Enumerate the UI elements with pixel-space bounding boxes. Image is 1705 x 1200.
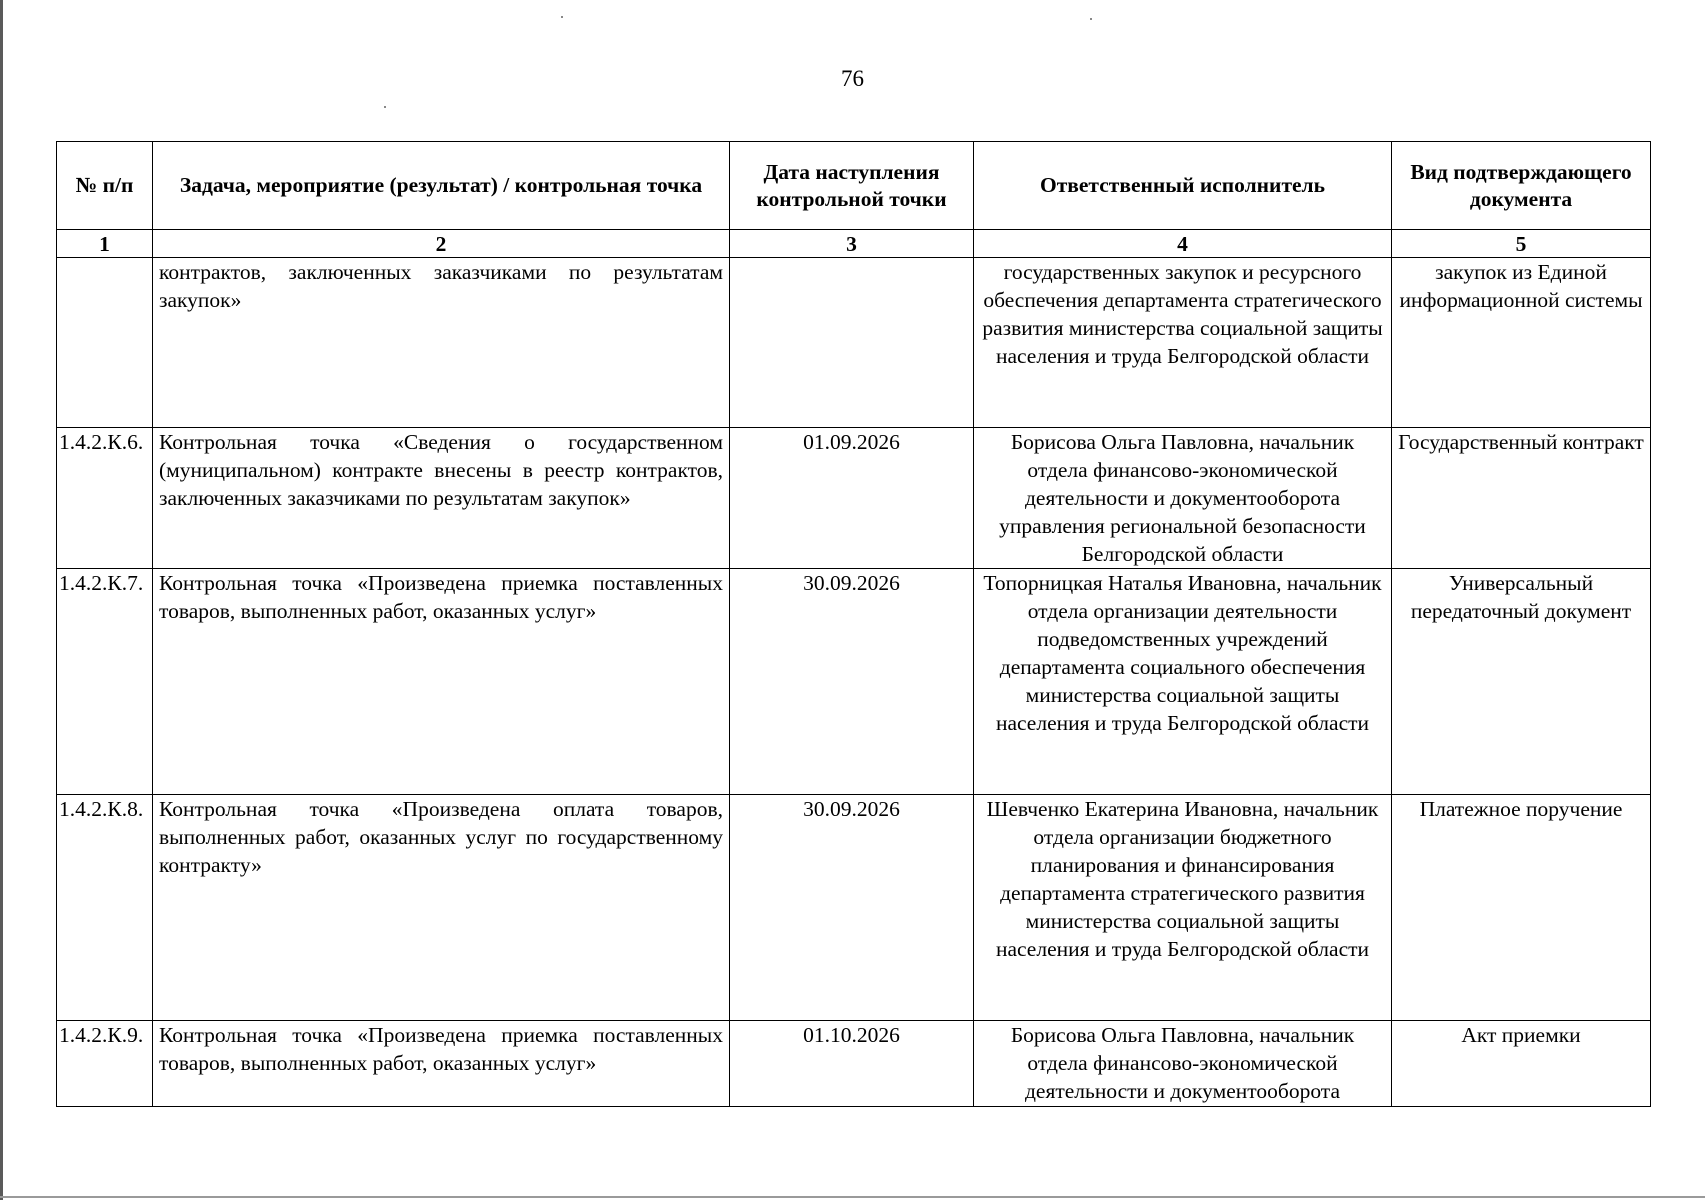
row-date xyxy=(730,258,974,428)
header-number: № п/п xyxy=(57,142,153,230)
row-task: Контрольная точка «Произведена оплата товаров, выполненных работ, оказанных услуг по государственному контракту» xyxy=(153,795,730,1021)
row-responsible: Борисова Ольга Павловна, начальник отдела финансово-экономической деятельности и документооборота управления региональной безопасности Белгородской области xyxy=(974,428,1392,569)
row-task: Контрольная точка «Сведения о государственном (муниципальном) контракте внесены в реестр контрактов, заключенных заказчиками по результатам закупок» xyxy=(153,428,730,569)
row-task: Контрольная точка «Произведена приемка поставленных товаров, выполненных работ, оказанных услуг» xyxy=(153,569,730,795)
scan-left-edge xyxy=(0,0,3,1200)
table-row xyxy=(57,258,1651,428)
row-task: Контрольная точка «Произведена приемка поставленных товаров, выполненных работ, оказанных услуг» xyxy=(153,1021,730,1107)
row-responsible: Топорницкая Наталья Ивановна, начальник отдела организации деятельности подведомственных учреждений департамента социального обеспечения министерства социальной защиты населения и труда Белгородской области xyxy=(974,569,1392,795)
row-number: 1.4.2.К.8. xyxy=(57,795,153,1021)
column-number: 3 xyxy=(730,230,974,258)
scan-speck xyxy=(384,106,386,108)
header-task: Задача, мероприятие (результат) / контрольная точка xyxy=(153,142,730,230)
column-number: 2 xyxy=(153,230,730,258)
row-responsible: Борисова Ольга Павловна, начальник отдела финансово-экономической деятельности и документооборота xyxy=(974,1021,1392,1107)
row-date: 30.09.2026 xyxy=(730,569,974,795)
row-document: Государственный контракт xyxy=(1392,428,1651,569)
row-document: Платежное поручение xyxy=(1392,795,1651,1021)
row-number: 1.4.2.К.6. xyxy=(57,428,153,569)
row-task: контрактов, заключенных заказчиками по результатам закупок» xyxy=(153,258,730,428)
row-date: 01.10.2026 xyxy=(730,1021,974,1107)
table-row xyxy=(57,428,1651,569)
table-row xyxy=(57,795,1651,1021)
header-row xyxy=(57,142,1651,230)
row-number: 1.4.2.К.9. xyxy=(57,1021,153,1107)
row-number xyxy=(57,258,153,428)
table-row xyxy=(57,569,1651,795)
row-date: 01.09.2026 xyxy=(730,428,974,569)
column-number-row xyxy=(57,230,1651,258)
scan-speck xyxy=(1090,18,1092,20)
row-responsible: Шевченко Екатерина Ивановна, начальник отдела организации бюджетного планирования и финансирования департамента стратегического развития министерства социальной защиты населения и труда Белгородской области xyxy=(974,795,1392,1021)
row-document: закупок из Единой информационной системы xyxy=(1392,258,1651,428)
row-date: 30.09.2026 xyxy=(730,795,974,1021)
header-document: Вид подтверждающего документа xyxy=(1392,142,1651,230)
row-responsible: государственных закупок и ресурсного обеспечения департамента стратегического развития министерства социальной защиты населения и труда Белгородской области xyxy=(974,258,1392,428)
row-document: Универсальный передаточный документ xyxy=(1392,569,1651,795)
row-number: 1.4.2.К.7. xyxy=(57,569,153,795)
column-number: 1 xyxy=(57,230,153,258)
table-row xyxy=(57,1021,1651,1107)
control-points-table xyxy=(56,141,1651,1107)
page-number: 76 xyxy=(841,66,864,91)
scan-bottom-edge xyxy=(0,1196,1705,1198)
column-number: 4 xyxy=(974,230,1392,258)
scan-speck xyxy=(561,16,563,18)
row-document: Акт приемки xyxy=(1392,1021,1651,1107)
header-date: Дата наступления контрольной точки xyxy=(730,142,974,230)
header-responsible: Ответственный исполнитель xyxy=(974,142,1392,230)
column-number: 5 xyxy=(1392,230,1651,258)
